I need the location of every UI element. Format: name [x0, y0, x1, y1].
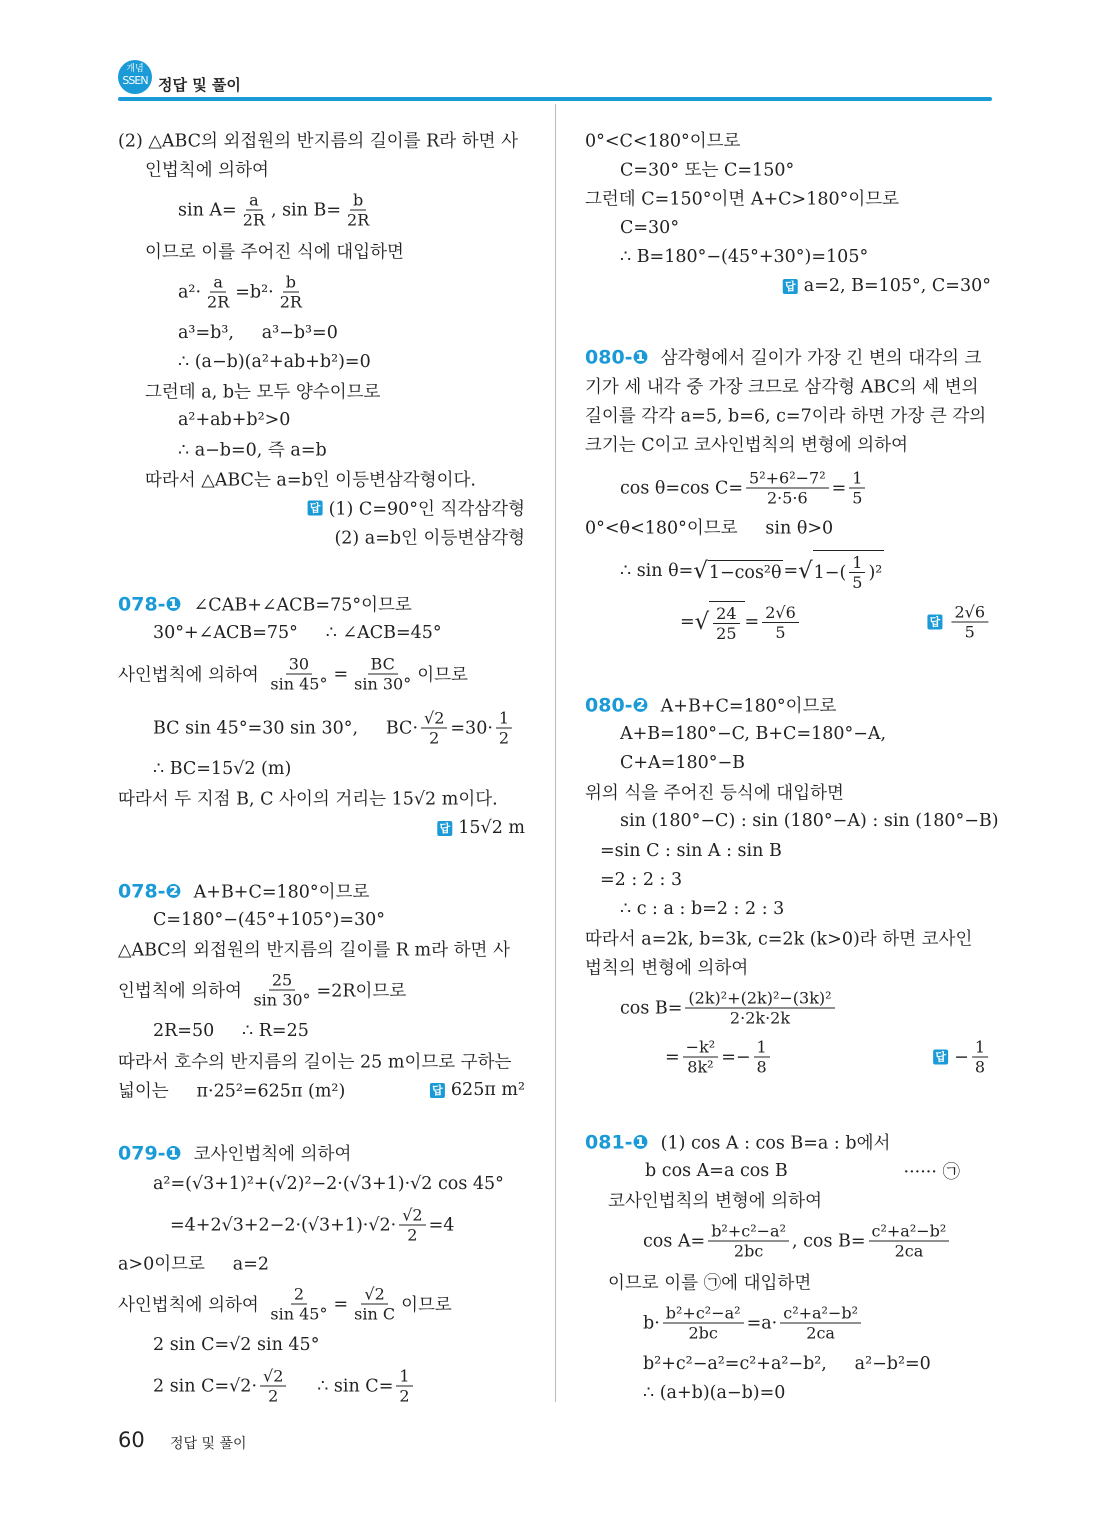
text-run: a>0이므로 a=2	[118, 1254, 269, 1275]
text-run: =sin C : sin A : sin B	[600, 841, 782, 861]
fraction-denominator: 2	[429, 728, 440, 748]
text-line	[153, 1367, 416, 1406]
text-line	[145, 467, 476, 492]
text-run: 1−cos²θ	[708, 562, 782, 583]
text-run: 그런데 C=150°이면 A+C>180°이므로	[585, 189, 900, 210]
brand-logo	[118, 60, 152, 94]
fraction-numerator: 1	[849, 553, 865, 573]
text-run: 2 sin C=√2 sin 45°	[153, 1335, 320, 1355]
header-rule	[118, 97, 992, 101]
text-line	[585, 926, 972, 951]
fraction-denominator: 25	[716, 624, 737, 643]
text-run: 따라서 △ABC는 a=b인 이등변삼각형이다.	[145, 470, 476, 491]
fraction-numerator: c²+a²−b²	[780, 1304, 861, 1324]
fraction	[849, 469, 865, 508]
text-line	[645, 1161, 788, 1181]
text-run: =	[744, 612, 760, 632]
fraction-denominator: 8	[974, 1057, 985, 1077]
column-divider	[555, 104, 556, 1402]
text-run: =2 : 2 : 3	[600, 870, 683, 890]
text-run: , cos B=	[791, 1231, 866, 1251]
text-line	[178, 437, 327, 462]
fraction-numerator: b²+c²−a²	[663, 1304, 744, 1324]
text-line	[620, 811, 999, 831]
logo-text-bottom: SSEN	[122, 74, 148, 87]
text-run: =4	[428, 1215, 455, 1235]
text-run: =−	[721, 1047, 751, 1067]
text-run: 인법칙에 의하여	[118, 981, 248, 1002]
fraction-numerator: c²+a²−b²	[869, 1222, 950, 1242]
fraction	[951, 603, 988, 642]
text-line	[118, 879, 369, 904]
text-run: (1) C=90°인 직각삼각형	[328, 499, 525, 520]
text-line	[153, 759, 291, 779]
text-line	[927, 603, 991, 642]
text-line	[620, 218, 679, 238]
text-run: 이므로 이를 ㉠에 대입하면	[608, 1273, 812, 1294]
text-run: =	[333, 1294, 349, 1314]
fraction	[204, 273, 232, 312]
fraction-denominator: 8	[756, 1057, 767, 1077]
fraction-numerator: b	[350, 191, 366, 211]
text-run: ∴ a−b=0, 즉 a=b	[178, 440, 327, 461]
text-line	[178, 191, 375, 230]
text-line	[783, 276, 991, 296]
text-run: (1) cos A : cos B=a : b에서	[660, 1133, 891, 1154]
fraction	[762, 603, 799, 642]
text-line	[620, 724, 886, 744]
text-run: A+B+C=180°이므로	[660, 696, 837, 717]
problem-number: 081-❶	[585, 1131, 649, 1153]
fraction-numerator: 1	[849, 469, 865, 489]
text-run: ∴ B=180°−(45°+30°)=105°	[620, 247, 869, 267]
answer-badge-icon: 답	[430, 1083, 445, 1098]
fraction	[849, 553, 865, 592]
fraction-numerator: 2√6	[951, 603, 988, 623]
fraction-numerator: √2	[260, 1367, 286, 1387]
text-run: 2R=50 ∴ R=25	[153, 1021, 309, 1041]
text-line	[153, 1335, 319, 1355]
answer-badge-icon: 답	[933, 1050, 948, 1065]
text-line	[620, 469, 868, 508]
text-line	[585, 186, 899, 211]
text-run: b cos A=a cos B	[645, 1161, 788, 1181]
text-line	[643, 1222, 952, 1261]
text-run: cos θ=cos C=	[620, 478, 744, 498]
fraction-denominator: 5	[775, 622, 786, 642]
text-line	[585, 1130, 890, 1155]
square-root	[693, 557, 783, 584]
text-run: , sin B=	[270, 200, 342, 220]
fraction	[780, 1304, 861, 1343]
text-run: 위의 식을 주어진 등식에 대입하면	[585, 783, 844, 804]
fraction	[260, 1367, 286, 1406]
text-line	[153, 709, 515, 748]
fraction-denominator: 2·5·6	[766, 488, 808, 508]
text-line	[118, 1049, 511, 1074]
fraction-numerator: 1	[972, 1038, 988, 1058]
text-line	[118, 1285, 452, 1324]
fraction-denominator: 5	[964, 622, 975, 642]
text-run: =	[665, 1047, 680, 1067]
fraction	[663, 1304, 744, 1343]
fraction	[277, 273, 305, 312]
text-run: a=2, B=105°, C=30°	[803, 276, 991, 296]
text-run: =4+2√3+2−2·(√3+1)·√2·	[170, 1215, 397, 1235]
text-run: 사인법칙에 의하여	[118, 1295, 265, 1316]
text-run: ∴ (a−b)(a²+ab+b²)=0	[178, 352, 371, 372]
text-line	[118, 1141, 351, 1166]
text-run: =	[680, 612, 695, 632]
fraction-denominator: 2	[268, 1386, 279, 1406]
radicand	[709, 601, 744, 643]
text-line	[118, 592, 412, 617]
text-run: 30°+∠ACB=75° ∴ ∠ACB=45°	[153, 623, 442, 643]
fraction-denominator: sin 45°	[270, 674, 328, 694]
fraction-numerator: √2	[361, 1285, 387, 1305]
text-run: b²+c²−a²=c²+a²−b², a²−b²=0	[643, 1354, 931, 1374]
fraction-denominator: 2	[407, 1225, 418, 1245]
fraction-numerator: 30	[286, 655, 312, 675]
text-line	[904, 1159, 960, 1184]
text-run: a²+ab+b²>0	[178, 410, 291, 430]
text-run: C=30° 또는 C=150°	[620, 160, 795, 181]
text-run: )²	[868, 562, 883, 583]
fraction-denominator: sin 30°	[253, 990, 311, 1010]
fraction-denominator: 2R	[279, 292, 302, 312]
fraction	[708, 1222, 789, 1261]
text-line	[643, 1354, 931, 1374]
text-run: (2) a=b인 이등변삼각형	[334, 528, 525, 549]
text-run: sin A=	[178, 200, 237, 220]
fraction-numerator: 2	[291, 1285, 307, 1305]
fraction-denominator: sin C	[354, 1304, 396, 1324]
fraction-numerator: 1	[496, 709, 512, 729]
text-line	[643, 1304, 864, 1343]
text-line	[178, 273, 308, 312]
text-line	[178, 352, 371, 372]
text-run: 0°<θ<180°이므로 sin θ>0	[585, 518, 834, 539]
problem-number: 079-❶	[118, 1142, 182, 1164]
fraction	[713, 604, 739, 643]
text-line	[620, 753, 745, 773]
text-line	[680, 601, 802, 643]
text-run: =	[831, 478, 847, 498]
text-run: 삼각형에서 길이가 가장 긴 변의 대각의 크	[660, 348, 982, 369]
text-run: 크기는 C이고 코사인법칙의 변형에 의하여	[585, 435, 909, 456]
fraction-denominator: 2R	[242, 210, 265, 230]
text-run: 법칙의 변형에 의하여	[585, 958, 749, 979]
fraction-numerator: √2	[399, 1206, 425, 1226]
text-run: 이므로	[417, 665, 468, 686]
text-line	[620, 989, 838, 1028]
text-line	[153, 1174, 504, 1194]
fraction	[351, 655, 414, 694]
text-line	[585, 374, 979, 399]
fraction	[399, 1206, 425, 1245]
text-line	[145, 239, 404, 264]
text-run: BC sin 45°=30 sin 30°, BC·	[153, 718, 419, 738]
text-run: cos B=	[620, 998, 683, 1018]
fraction-denominator: 2bc	[733, 1241, 764, 1261]
text-line	[585, 515, 833, 540]
fraction	[754, 1038, 770, 1077]
text-line	[585, 955, 748, 980]
text-run: a²=(√3+1)²+(√2)²−2·(√3+1)·√2 cos 45°	[153, 1174, 504, 1194]
fraction-denominator: 2R	[347, 210, 370, 230]
answer-badge-icon: 답	[927, 615, 942, 630]
fraction-numerator: 24	[713, 604, 739, 624]
text-line	[178, 410, 290, 430]
logo-text-top: 개념	[126, 64, 144, 74]
fraction	[267, 1285, 330, 1324]
radicand	[708, 560, 784, 583]
text-line	[585, 345, 981, 370]
square-root	[798, 550, 884, 592]
text-run: cos A=	[643, 1231, 706, 1251]
text-run: C+A=180°−B	[620, 753, 746, 773]
text-run: A+B=180°−C, B+C=180°−A,	[620, 724, 887, 744]
page-number: 60	[118, 1428, 145, 1452]
text-run: 길이를 각각 a=5, b=6, c=7이라 하면 가장 큰 각의	[585, 406, 987, 427]
text-line	[620, 247, 868, 267]
text-run: A+B+C=180°이므로	[193, 882, 370, 903]
problem-number: 080-❷	[585, 694, 649, 716]
fraction	[421, 709, 447, 748]
fraction-denominator: 8k²	[687, 1057, 714, 1077]
text-line	[620, 157, 794, 182]
text-run: 15√2 m	[458, 818, 525, 838]
text-line	[308, 496, 525, 521]
text-run: =2R이므로	[316, 981, 407, 1002]
text-run: 기가 세 내각 중 가장 크므로 삼각형 ABC의 세 변의	[585, 377, 979, 398]
fraction-denominator: 5	[852, 573, 863, 592]
text-run: =	[333, 664, 349, 684]
fraction	[267, 655, 330, 694]
fraction	[972, 1038, 988, 1077]
fraction-numerator: 2√6	[762, 603, 799, 623]
fraction	[746, 469, 829, 508]
fraction	[240, 191, 268, 230]
radical-sign-icon: √	[693, 557, 708, 584]
text-run: ∴ c : a : b=2 : 2 : 3	[620, 899, 785, 919]
text-line	[118, 1078, 345, 1103]
text-run: =a·	[746, 1313, 778, 1333]
fraction	[869, 1222, 950, 1261]
text-line	[334, 525, 525, 550]
text-run: =	[783, 561, 799, 581]
fraction-denominator: 2	[399, 1386, 410, 1406]
text-run: =30·	[450, 718, 493, 738]
answer-badge-icon: 답	[308, 501, 323, 516]
text-line	[608, 1270, 811, 1295]
text-run: ∴ (a+b)(a−b)=0	[643, 1383, 786, 1403]
fraction-numerator: b	[283, 273, 299, 293]
text-run: 코사인법칙의 변형에 의하여	[608, 1191, 822, 1212]
header-title: 정답 및 풀이	[158, 76, 241, 94]
text-line	[118, 786, 498, 811]
text-run: 따라서 두 지점 B, C 사이의 거리는 15√2 m이다.	[118, 789, 498, 810]
text-run: △ABC의 외접원의 반지름의 길이를 R m라 하면 사	[118, 940, 510, 961]
text-line	[933, 1038, 991, 1077]
fraction-denominator: 2	[498, 728, 510, 748]
fraction-numerator: b²+c²−a²	[708, 1222, 789, 1242]
fraction	[683, 1038, 719, 1077]
text-run: ∴ BC=15√2 (m)	[153, 759, 292, 779]
text-run: 그런데 a, b는 모두 양수이므로	[145, 382, 381, 403]
fraction-numerator: 5²+6²−7²	[746, 469, 829, 489]
text-line	[643, 1383, 785, 1403]
text-line	[585, 128, 740, 153]
text-line	[585, 432, 908, 457]
text-run: C=180°−(45°+105°)=30°	[153, 910, 386, 930]
text-line	[118, 128, 518, 153]
fraction-denominator: 5	[852, 488, 863, 508]
fraction-denominator: 2R	[207, 292, 230, 312]
text-run: 따라서 a=2k, b=3k, c=2k (k>0)라 하면 코사인	[585, 929, 973, 950]
text-line	[620, 550, 884, 592]
text-line	[600, 870, 682, 890]
text-run: ∴ sin C=	[289, 1376, 394, 1396]
footer-title: 정답 및 풀이	[170, 1436, 247, 1452]
fraction	[250, 971, 313, 1010]
answer-badge-icon: 답	[437, 821, 452, 836]
text-run: 625π m²	[450, 1080, 525, 1100]
text-line	[608, 1188, 822, 1213]
answer-badge-icon: 답	[783, 279, 798, 294]
fraction-denominator: 2·2k·2k	[729, 1008, 791, 1028]
radical-sign-icon: √	[798, 557, 813, 584]
text-line	[170, 1206, 454, 1245]
text-line	[118, 655, 468, 694]
square-root	[695, 601, 745, 643]
text-line	[585, 780, 844, 805]
text-run: 사인법칙에 의하여	[118, 665, 265, 686]
text-line	[437, 818, 525, 838]
text-run: 이므로 이를 주어진 식에 대입하면	[145, 242, 404, 263]
text-line	[178, 323, 338, 343]
text-run: ∴ sin θ=	[620, 561, 694, 581]
text-run: 이므로	[401, 1295, 452, 1316]
fraction	[685, 989, 834, 1028]
text-run: 따라서 호수의 반지름의 길이는 25 m이므로 구하는	[118, 1052, 512, 1073]
text-line	[665, 1038, 773, 1077]
text-line	[153, 623, 442, 643]
text-line	[430, 1080, 525, 1100]
text-line	[620, 899, 784, 919]
fraction-numerator: √2	[421, 709, 447, 729]
radicand	[813, 550, 885, 592]
text-line	[118, 937, 510, 962]
text-run: ······ ㉠	[903, 1162, 960, 1183]
text-line	[153, 1021, 309, 1041]
fraction-denominator: sin 30°	[354, 674, 412, 694]
text-run: =b²·	[235, 282, 274, 302]
fraction-denominator: 2ca	[806, 1323, 835, 1343]
text-run: 넓이는 π·25²=625π (m²)	[118, 1081, 346, 1102]
fraction-denominator: 2bc	[688, 1323, 718, 1343]
text-run: 0°<C<180°이므로	[585, 131, 741, 152]
radical-sign-icon: √	[694, 608, 710, 635]
fraction-denominator: 2ca	[894, 1241, 924, 1261]
text-line	[145, 379, 380, 404]
text-line	[118, 971, 406, 1010]
text-line	[145, 157, 269, 182]
text-run: 인법칙에 의하여	[145, 160, 269, 181]
text-run: 1−(	[813, 562, 847, 583]
problem-number: 080-❶	[585, 346, 649, 368]
fraction	[351, 1285, 398, 1324]
text-line	[118, 1251, 269, 1276]
fraction-numerator: −k²	[683, 1038, 719, 1058]
text-run: C=30°	[620, 218, 680, 238]
text-run: sin (180°−C) : sin (180°−A) : sin (180°−B)	[620, 811, 999, 831]
fraction-numerator: 25	[269, 971, 295, 991]
problem-number: 078-❶	[118, 593, 182, 615]
fraction-numerator: a	[246, 191, 262, 211]
fraction-numerator: 1	[754, 1038, 770, 1058]
text-run: (2) △ABC의 외접원의 반지름의 길이를 R라 하면 사	[118, 131, 519, 152]
fraction-numerator: 1	[396, 1367, 412, 1387]
text-run: b·	[643, 1313, 660, 1333]
fraction-numerator: BC	[368, 655, 398, 675]
text-run: 코사인법칙에 의하여	[193, 1144, 352, 1165]
fraction	[496, 709, 512, 748]
text-line	[585, 693, 836, 718]
text-line	[153, 910, 385, 930]
text-line	[585, 403, 986, 428]
fraction-numerator: a	[210, 273, 226, 293]
text-run: a²·	[178, 282, 202, 302]
fraction-denominator: sin 45°	[270, 1304, 328, 1324]
fraction	[344, 191, 372, 230]
text-run: −	[954, 1047, 969, 1067]
fraction-numerator: (2k)²+(2k)²−(3k)²	[685, 989, 834, 1009]
text-line	[600, 841, 782, 861]
text-run: a³=b³, a³−b³=0	[178, 323, 338, 343]
text-run: 2 sin C=√2·	[153, 1376, 258, 1396]
text-run: ∠CAB+∠ACB=75°이므로	[193, 595, 412, 616]
problem-number: 078-❷	[118, 880, 182, 902]
fraction	[396, 1367, 412, 1406]
